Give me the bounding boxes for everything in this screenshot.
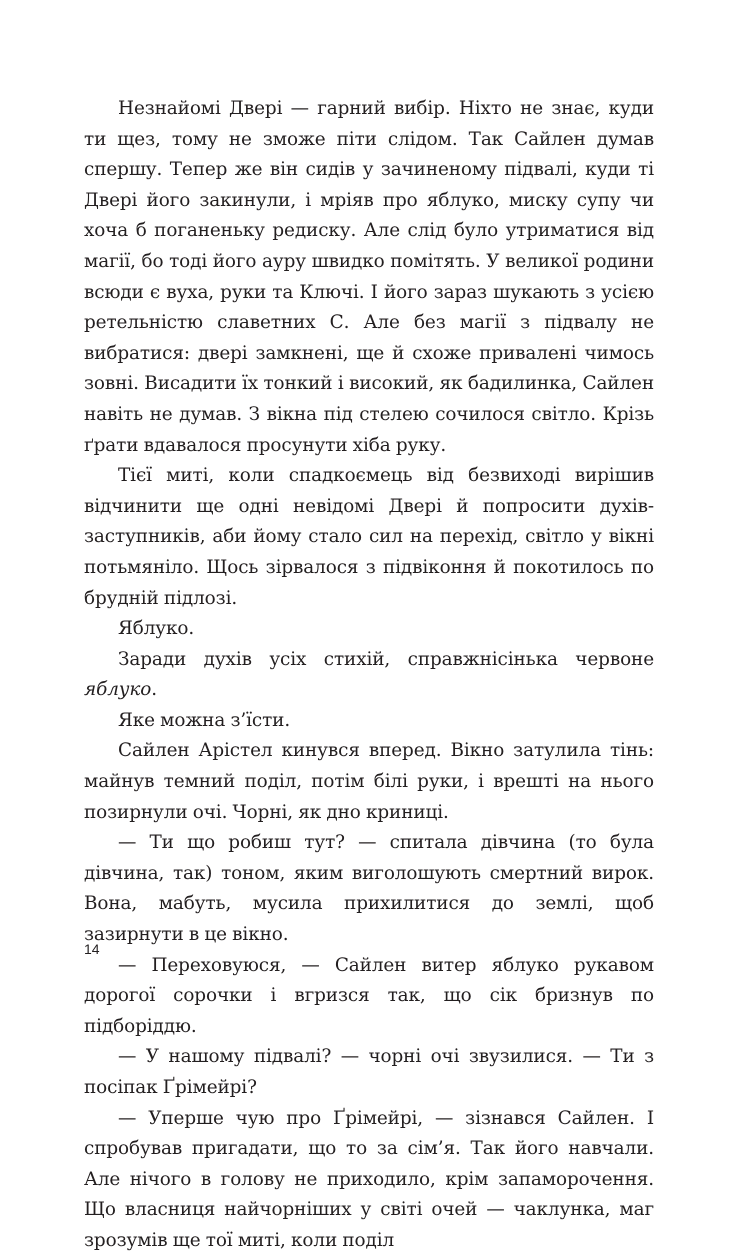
- paragraph-2: Тієї миті, коли спадкоємець від безвиході вирішив відчинити ще одні невідомі Двері й попросити духів-заступників, аби йому стало сил на перехід, світло у вікні потьмяніло. Щось зірвалося з підвіконня й покотилось по брудній підлозі.: [84, 465, 654, 609]
- paragraph-5: Яке можна з’їсти.: [118, 709, 291, 731]
- paragraph-4-end: .: [151, 679, 157, 701]
- text-body: [84, 94, 654, 1257]
- paragraph-6: Сайлен Арістел кинувся вперед. Вікно затулила тінь: майнув темний поділ, потім білі руки, і врешті на нього позирнули очі. Чорні, як дно криниці.: [84, 740, 654, 823]
- paragraph-3: Яблуко.: [118, 618, 195, 640]
- page-number: 14: [84, 941, 100, 957]
- paragraph-10: — Уперше чую про Ґрімейрі, — зізнався Сайлен. І спробував пригадати, що то за сім’я. Так його навчали. Але нічого в голову не приходило, крім запаморочення. Що власниця найчорніших у світі очей — чаклунка, маг зрозумів ще тої миті, коли поділ: [84, 1107, 654, 1251]
- paragraph-1: Незнайомі Двері — гарний вибір. Ніхто не знає, куди ти щез, тому не зможе піти слідом. Так Сайлен думав спершу. Тепер же він сидів у зачиненому підвалі, куди ті Двері його закинули, і мріяв про яблуко, миску супу чи хоча б поганеньку редиску. Але слід було утриматися від магії, бо тоді його ауру швидко помітять. У великої родини всюди є вуха, руки та Ключі. І його зараз шукають з усією ретельністю славетних С. Але без магії з підвалу не вибратися: двері замкнені, ще й схоже привалені чимось зовні. Висадити їх тонкий і високий, як бадилинка, Сайлен навіть не думав. З вікна під стелею сочилося світло. Крізь ґрати вдавалося просунути хіба руку.: [84, 98, 654, 456]
- italic-word: яблуко: [84, 679, 152, 701]
- paragraph-7: — Ти що робиш тут? — спитала дівчина (то була дівчина, так) тоном, яким виголошують смертний вирок. Вона, мабуть, мусила прихилитися до землі, щоб зазирнути в це вікно.: [84, 832, 654, 946]
- paragraph-8: — Переховуюся, — Сайлен витер яблуко рукавом дорогої сорочки і вгризся так, що сік бризнув по підборіддю.: [84, 954, 654, 1037]
- paragraph-4: [84, 645, 654, 706]
- paragraph-4-start: Заради духів усіх стихій, справжнісінька червоне: [118, 648, 654, 670]
- paragraph-9: — У нашому підвалі? — чорні очі звузилися. — Ти з посіпак Ґрімейрі?: [84, 1046, 654, 1098]
